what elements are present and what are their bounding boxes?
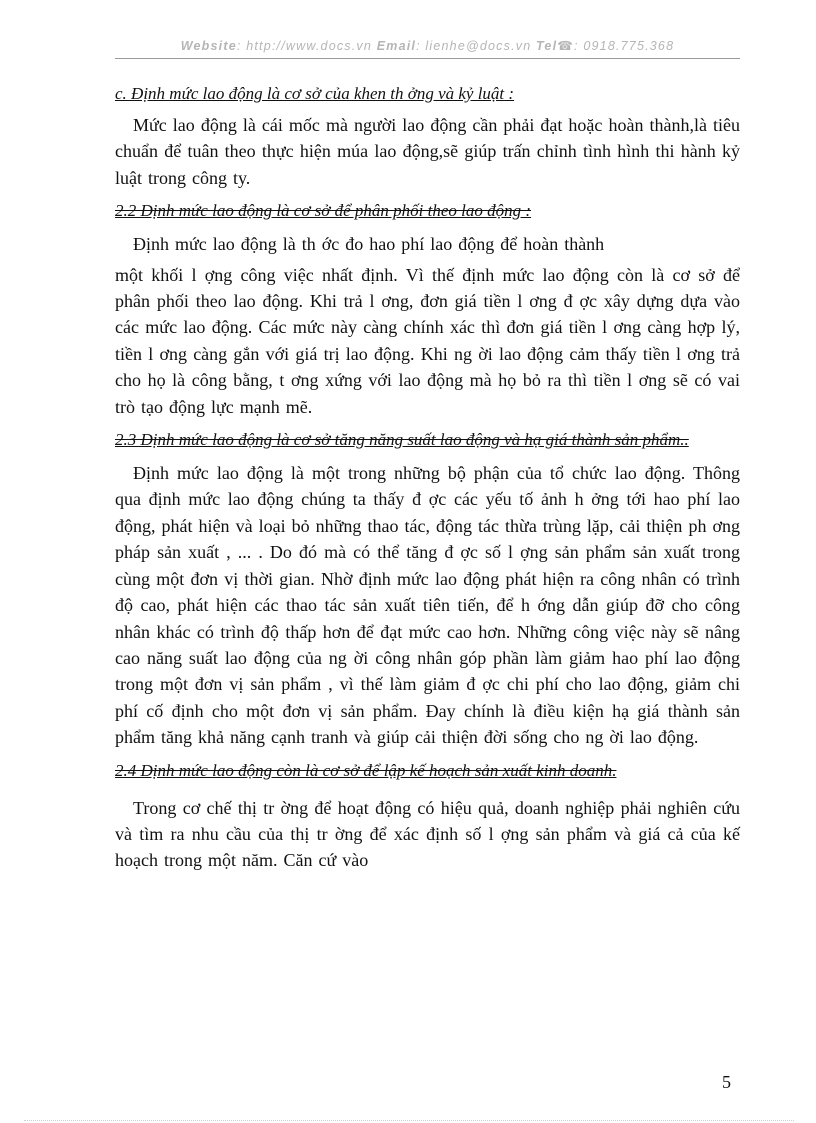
- section-paragraph: Trong cơ chế thị tr ờng để hoạt động có hiệu quả, doanh nghiệp phải nghiên cứu và tìm ra nhu cầu của thị tr ờng để xác định số l ợng sản phẩm và giá cả của kế hoạch trong một năm. Căn cứ vào: [115, 797, 740, 871]
- website-label: Website: [180, 39, 237, 53]
- page-number: 5: [722, 1072, 731, 1092]
- page-bottom-border: [24, 1120, 794, 1121]
- section-paragraph: Định mức lao động là một trong những bộ phận của tổ chức lao động. Thông qua định mức lao động chúng ta thấy đ ợc các yếu tố ảnh h ởng tới hao phí lao động, phát hiện và loại bỏ những thao tác, động tác thừa trùng lặp, cải thiện ph ơng pháp sản xuất , ... . Do đó mà có thể tăng đ ợc số l ợng sản phẩm sản xuất trong cùng một đơn vị thời gian. Nhờ định mức lao động phát hiện ra công nhân có trình độ cao, phát hiện các thao tác sản xuất tiên tiến, để h ớng dẫn giúp đỡ cho công nhân khác có trình độ thấp hơn để đạt mức cao hơn. Những công việc này sẽ nâng cao năng suất lao động của ng ời công nhân góp phần làm giảm hao phí lao động trong một đơn vị sản phẩm , vì thế làm giảm đ ợc chi phí cho lao động, giảm chi phí cố định cho một đơn vị sản phẩm. Đay chính là điều kiện hạ giá thành sản phẩm tăng khả năng cạnh tranh và giúp cải thiện đời sống cho ng ời lao động.: [115, 463, 740, 748]
- tel-label: Tel: [536, 39, 558, 53]
- email-label: Email: [376, 39, 417, 53]
- email-value: : lienhe@docs.vn: [416, 39, 532, 53]
- section-heading-c: c. Định mức lao động là cơ sở của khen th ởng và kỷ luật :: [115, 84, 515, 103]
- website-value: : http://www.docs.vn: [236, 39, 373, 53]
- section-heading-2-2: 2.2 Định mức lao động là cơ sở để phân phối theo lao động :: [115, 201, 532, 221]
- document-body: [115, 84, 740, 874]
- section-paragraph: Mức lao động là cái mốc mà người lao động cần phải đạt hoặc hoàn thành,là tiêu chuẩn để tuân theo thực hiện múa lao động,sẽ giúp trấn chỉnh tình hình thi hành kỷ luật trong công ty.: [115, 115, 740, 188]
- section-heading-2-3: 2.3 Định mức lao động là cơ sở tăng năng suất lao động và hạ giá thành sản phẩm..: [115, 430, 689, 450]
- tel-value: ☎: 0918.775.368: [557, 39, 675, 53]
- section-paragraph: một khối l ợng công việc nhất định. Vì thế định mức lao động còn là cơ sở để phân phối theo lao động. Khi trả l ơng, đơn giá tiền l ơng đ ợc xây dựng dựa vào các mức lao động. Các mức này càng chính xác thì đơn giá tiền l ơng càng hợp lý, tiền l ơng càng gắn với giá trị lao động. Khi ng ời lao động cảm thấy tiền l ơng trả cho họ là công bằng, t ơng xứng với lao động mà họ bỏ ra thì tiền l ơng sẽ có vai trò tạo động lực mạnh mẽ.: [115, 264, 740, 417]
- section-heading-2-4: 2.4 Định mức lao động còn là cơ sở để lập kế hoạch sản xuất kinh doanh.: [115, 760, 617, 780]
- section-paragraph: Định mức lao động là th ớc đo hao phí lao động để hoàn thành: [133, 234, 605, 255]
- page-header: [115, 38, 740, 53]
- header-divider: [115, 58, 740, 59]
